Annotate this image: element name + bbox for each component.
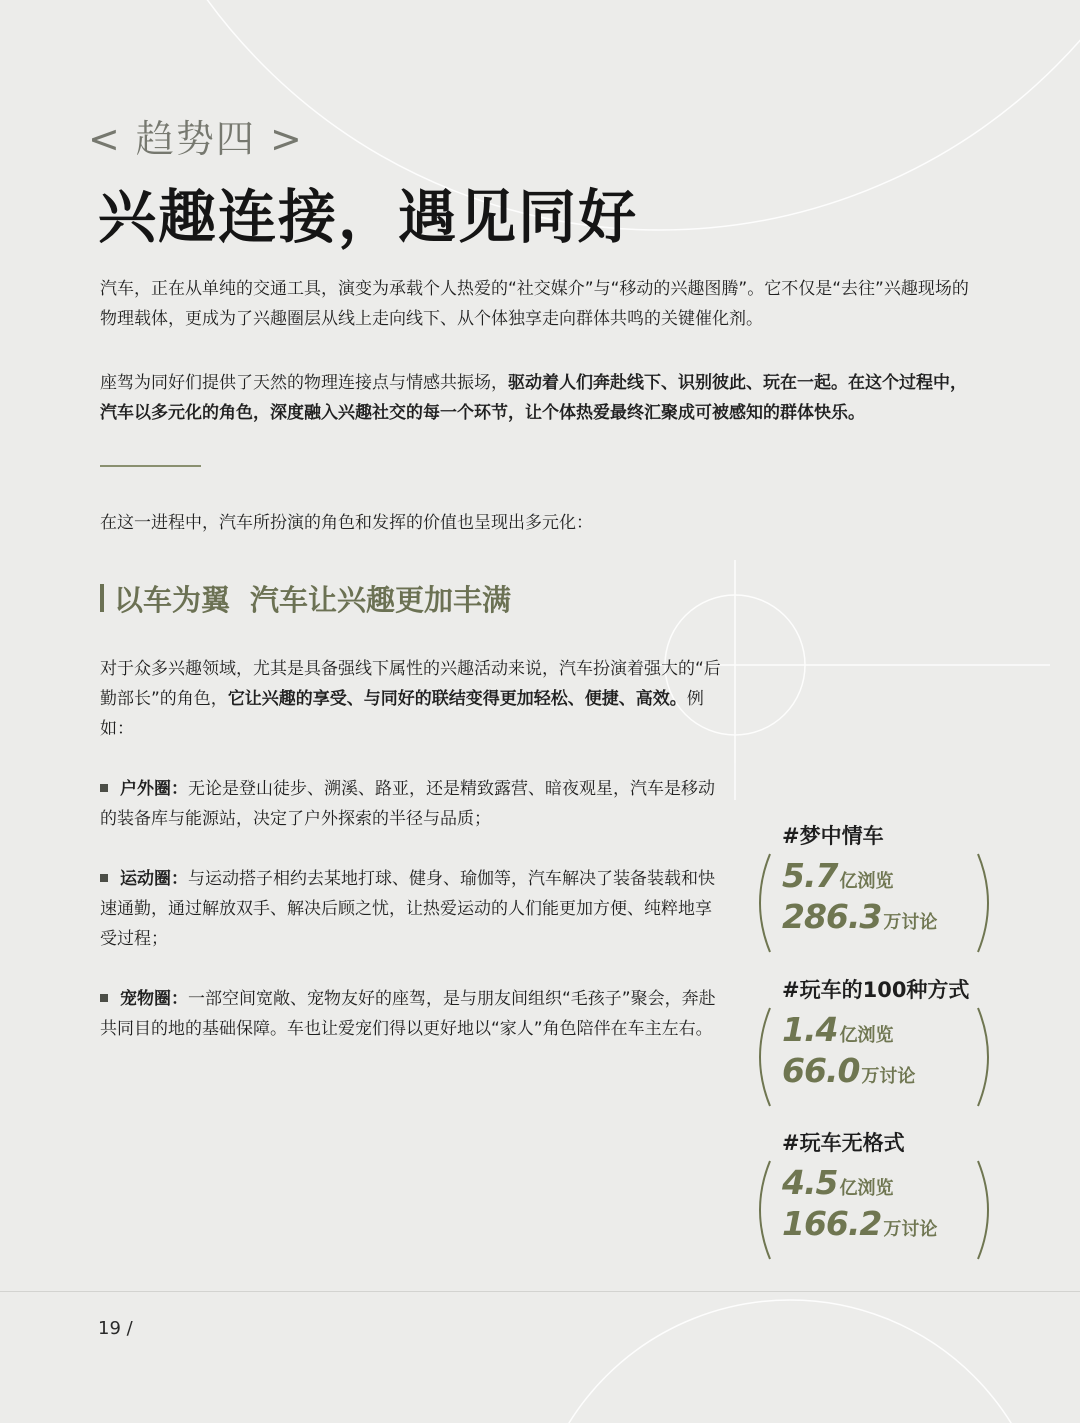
section-heading (100, 578, 511, 618)
stat-discussions-unit: 万讨论 (883, 1219, 938, 1240)
stat-views (782, 1010, 893, 1049)
stat-discussions (782, 1051, 915, 1090)
bullet-label: 户外圈： (120, 779, 188, 799)
intro-paragraph-2-bold: 驱动着人们奔赴线下、识别彼此、玩在一起。在这个过程中，汽车以多元化的角色，深度融入兴趣社交的每一个环节，让个体热爱最终汇聚成可被感知的群体快乐。 (100, 373, 967, 423)
intro-paragraph-2-plain: 座驾为同好们提供了天然的物理连接点与情感共振场， (100, 373, 508, 393)
bullet-item-pets (100, 984, 720, 1044)
stat-card-no-format (748, 1133, 1000, 1263)
body-bold: 它让兴趣的享受、与同好的联结变得更加轻松、便捷、高效。 (227, 689, 687, 709)
lead-paragraph: 在这一进程中，汽车所扮演的角色和发挥的价值也呈现出多元化： (100, 513, 593, 533)
stat-discussions (782, 1204, 937, 1243)
bullet-text: 一部空间宽敞、宠物友好的座驾，是与朋友间组织“毛孩子”聚会，奔赴共同目的地的基础保障。车也让爱宠们得以更好地以“家人”角色陪伴在车主左右。 (100, 989, 716, 1039)
section-tagline: 汽车让兴趣更加丰满 (250, 582, 512, 617)
stat-views-unit: 亿浏览 (839, 871, 894, 892)
square-bullet-icon (100, 874, 108, 882)
stat-discussions-unit: 万讨论 (861, 1066, 916, 1087)
bullet-text: 与运动搭子相约去某地打球、健身、瑜伽等，汽车解决了装备装载和快速通勤，通过解放双手、解决后顾之忧，让热爱运动的人们能更加方便、纯粹地享受过程； (100, 869, 715, 949)
bullet-text: 无论是登山徒步、溯溪、路亚，还是精致露营、暗夜观星，汽车是移动的装备库与能源站，决定了户外探索的半径与品质； (100, 779, 715, 829)
body-plain: 对于众多兴趣领域，尤其是具备强线下属性的兴趣活动来说，汽车扮演着强大的“后勤部长”的角色， (100, 659, 721, 709)
stat-views (782, 1163, 893, 1202)
intro-paragraph-1: 汽车，正在从单纯的交通工具，演变为承载个人热爱的“社交媒介”与“移动的兴趣图腾”。它不仅是“去往”兴趣现场的物理载体，更成为了兴趣圈层从线上走向线下、从个体独享走向群体共鸣的关键催化剂。 (100, 279, 969, 329)
stat-discussions (782, 897, 937, 936)
stat-views (782, 856, 893, 895)
square-bullet-icon (100, 994, 108, 1002)
bullet-item-outdoor (100, 774, 720, 834)
stat-views-number: 4.5 (782, 1163, 838, 1202)
section-bar (100, 584, 104, 612)
stat-views-number: 5.7 (782, 856, 838, 895)
stat-discussions-number: 166.2 (782, 1204, 882, 1243)
stat-card-dream-car (748, 826, 1000, 956)
stat-views-unit: 亿浏览 (839, 1178, 894, 1199)
square-bullet-icon (100, 784, 108, 792)
bullet-item-sports (100, 864, 720, 954)
stat-hashtag: #玩车无格式 (782, 1131, 905, 1155)
section-name: 以车为翼 (114, 582, 231, 617)
section-divider (100, 465, 201, 467)
stat-card-100-ways (748, 980, 1000, 1110)
bullet-label: 运动圈： (120, 869, 188, 889)
page-number: 19 / (98, 1318, 133, 1339)
body-tail: 例如： (100, 689, 704, 739)
body-paragraph (100, 654, 725, 744)
stat-discussions-unit: 万讨论 (883, 912, 938, 933)
stat-hashtag: #梦中情车 (782, 824, 884, 848)
stat-discussions-number: 66.0 (782, 1051, 860, 1090)
bullet-label: 宠物圈： (120, 989, 188, 1009)
stat-hashtag: #玩车的100种方式 (782, 978, 970, 1002)
intro-paragraph-2 (100, 368, 980, 428)
footer-rule (0, 1291, 1080, 1292)
stat-discussions-number: 286.3 (782, 897, 882, 936)
trend-kicker: < 趋势四 > (88, 117, 304, 161)
stat-views-number: 1.4 (782, 1010, 838, 1049)
stat-views-unit: 亿浏览 (839, 1025, 894, 1046)
page-title: 兴趣连接，遇见同好 (98, 183, 639, 251)
